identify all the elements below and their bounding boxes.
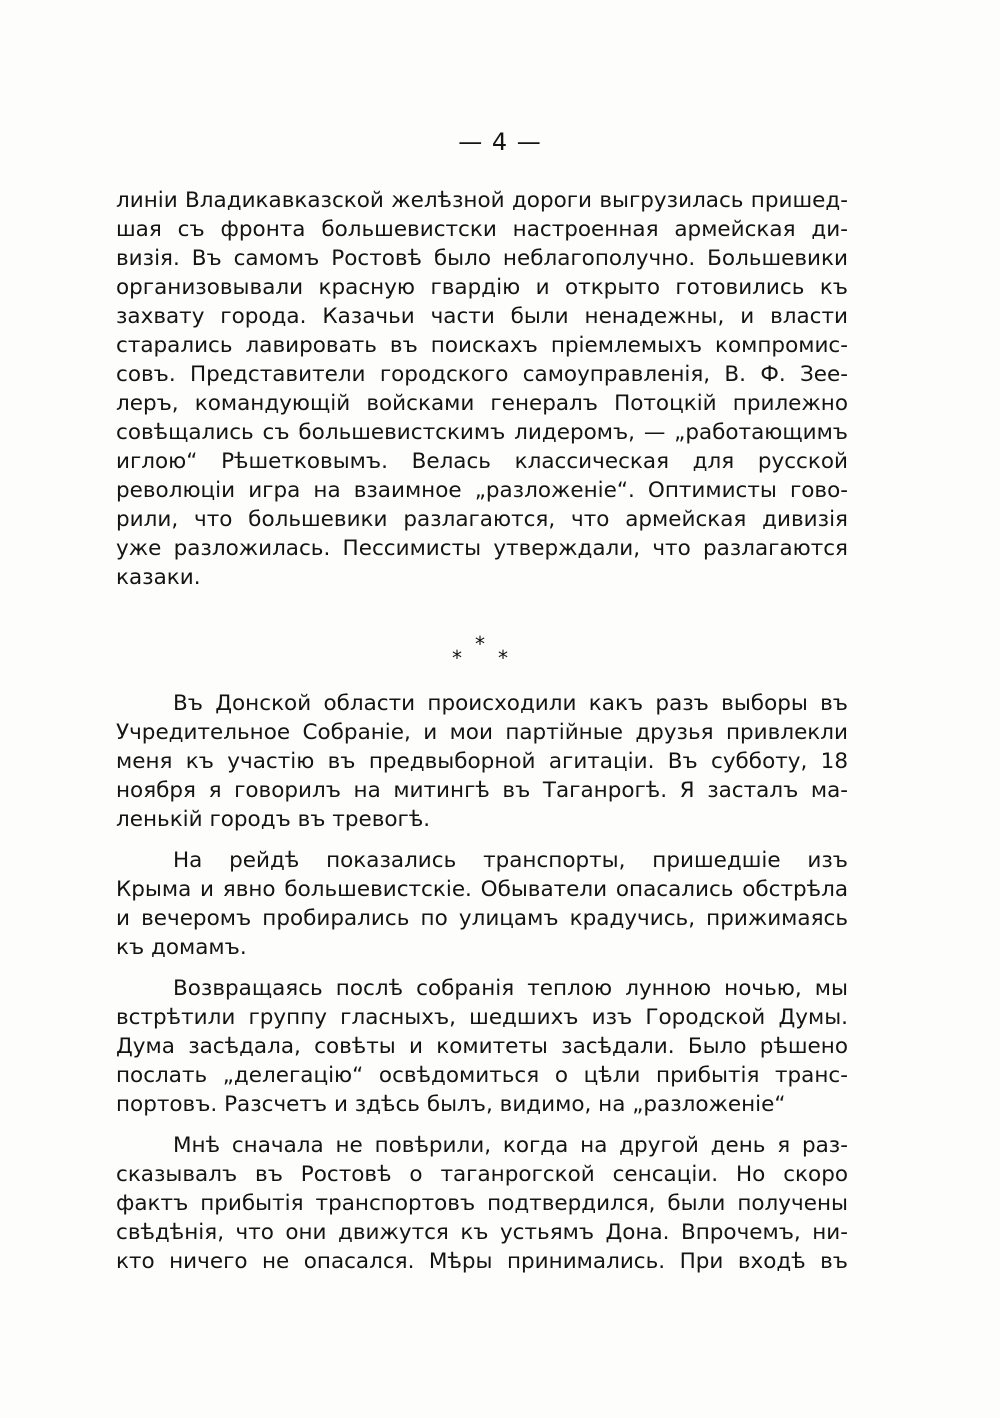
text-line: фактъ прибытія транспортовъ подтвердился, были получены xyxy=(116,1191,848,1216)
text-line: совѣщались съ большевистскимъ лидеромъ, — „работающимъ xyxy=(116,420,848,445)
text-section-2 xyxy=(116,689,848,1288)
text-line: казаки. xyxy=(116,565,201,590)
text-line: леръ, командующій войсками генералъ Потоцкій прилежно xyxy=(116,391,848,416)
text-line: Мнѣ сначала не повѣрили, когда на другой день я раз- xyxy=(173,1133,848,1158)
text-line: организовывали красную гвардію и открыто готовились къ xyxy=(116,275,848,300)
paragraph xyxy=(116,1131,848,1276)
asterisk: * xyxy=(498,646,508,670)
text-line: портовъ. Разсчетъ и здѣсь былъ, видимо, на „разложеніе“ xyxy=(116,1092,786,1117)
text-line: къ домамъ. xyxy=(116,935,247,960)
paragraph xyxy=(116,689,848,834)
page-number: — 4 — xyxy=(458,128,542,156)
text-line: Учредительное Собраніе, и мои партійные друзья привлекли xyxy=(116,720,848,745)
paragraph xyxy=(116,186,848,592)
text-line: и вечеромъ пробирались по улицамъ крадучись, прижимаясь xyxy=(116,906,848,931)
text-line: Въ Донской области происходили какъ разъ выборы въ xyxy=(173,691,848,716)
text-line: На рейдѣ показались транспорты, пришедшіе изъ xyxy=(173,848,848,873)
text-section-1 xyxy=(116,186,848,604)
text-line: меня къ участію въ предвыборной агитаціи. Въ субботу, 18 xyxy=(116,749,848,774)
text-line: ленькій городъ въ тревогѣ. xyxy=(116,807,431,832)
text-line: ноября я говорилъ на митингѣ въ Таганрогѣ. Я засталъ ма- xyxy=(116,778,848,803)
text-line: революціи игра на взаимное „разложеніе“. Оптимисты гово- xyxy=(116,478,848,503)
text-line: встрѣтили группу гласныхъ, шедшихъ изъ Городской Думы. xyxy=(116,1005,848,1030)
paragraph xyxy=(116,846,848,962)
text-line: захвату города. Казачьи части были ненадежны, и власти xyxy=(116,304,848,329)
text-line: совъ. Представители городского самоуправленія, В. Ф. Зее- xyxy=(116,362,848,387)
asterisk: * xyxy=(452,646,462,670)
text-line: линіи Владикавказской желѣзной дороги выгрузилась пришед- xyxy=(116,188,848,213)
text-line: уже разложилась. Пессимисты утверждали, что разлагаются xyxy=(116,536,848,561)
text-line: Дума засѣдала, совѣты и комитеты засѣдали. Было рѣшено xyxy=(116,1034,848,1059)
text-line: шая съ фронта большевистски настроенная армейская ди- xyxy=(116,217,848,242)
text-line: Крыма и явно большевистскіе. Обыватели опасались обстрѣла xyxy=(116,877,848,902)
text-line: визія. Въ самомъ Ростовѣ было неблагополучно. Большевики xyxy=(116,246,848,271)
text-line: Возвращаясь послѣ собранія теплою лунною ночью, мы xyxy=(173,976,848,1001)
asterisk: * xyxy=(475,632,485,656)
text-line: иглою“ Рѣшетковымъ. Велась классическая для русской xyxy=(116,449,848,474)
text-line: послать „делегацію“ освѣдомиться о цѣли прибытія транс- xyxy=(116,1063,848,1088)
text-line: старались лавировать въ поискахъ пріемлемыхъ компромис- xyxy=(116,333,848,358)
text-line: свѣдѣнія, что они движутся къ устьямъ Дона. Впрочемъ, ни- xyxy=(116,1220,848,1245)
text-line: рили, что большевики разлагаются, что армейская дивизія xyxy=(116,507,848,532)
paragraph xyxy=(116,974,848,1119)
text-line: кто ничего не опасался. Мѣры принимались. При входѣ въ xyxy=(116,1249,848,1274)
text-line: сказывалъ въ Ростовѣ о таганрогской сенсаціи. Но скоро xyxy=(116,1162,848,1187)
section-separator xyxy=(0,634,1000,674)
